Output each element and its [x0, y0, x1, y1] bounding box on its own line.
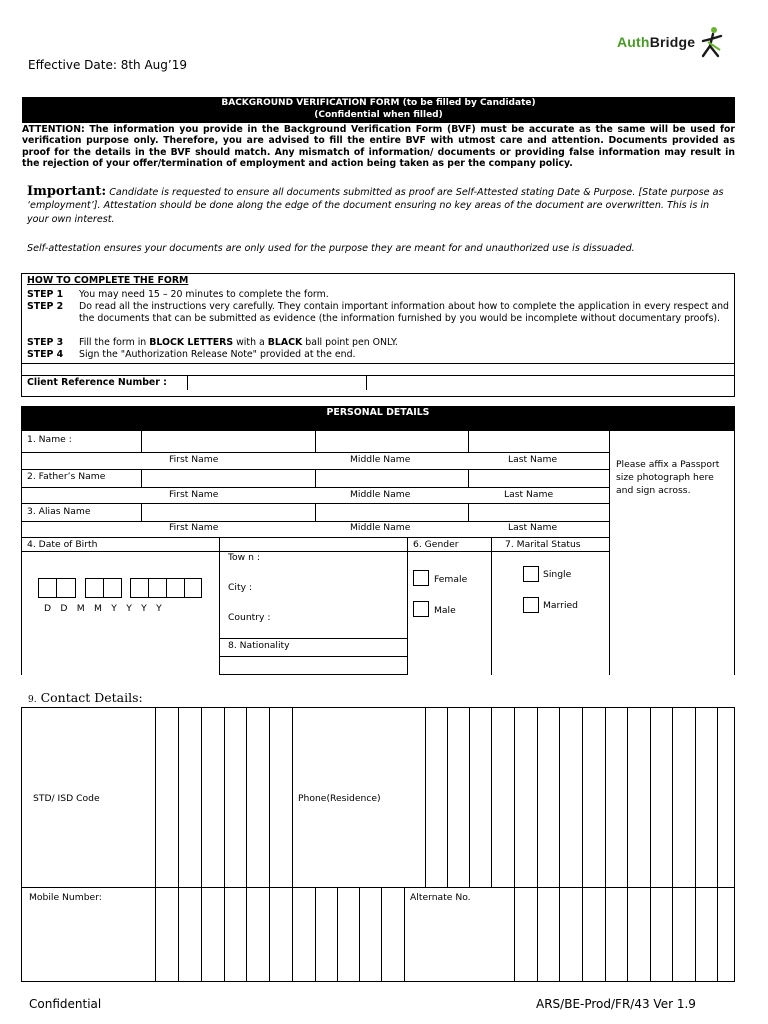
- town-label: Tow n :: [228, 552, 260, 563]
- first-name-caption: First Name: [169, 454, 219, 465]
- border: [514, 707, 515, 887]
- contact-details-heading: [28, 690, 143, 705]
- dob-day-input[interactable]: [38, 578, 76, 598]
- border: [269, 707, 270, 887]
- form-title-line2: (Confidential when filled): [314, 109, 443, 120]
- client-reference-input[interactable]: [187, 376, 367, 390]
- nationality-label: 8. Nationality: [228, 640, 290, 651]
- border: [201, 887, 202, 982]
- logo-auth: Auth: [617, 34, 650, 50]
- name-label: 1. Name :: [27, 434, 72, 445]
- border: [201, 707, 202, 887]
- step-label: STEP 4: [27, 349, 64, 360]
- married-checkbox[interactable]: [523, 597, 539, 613]
- border: [21, 537, 609, 538]
- border: [219, 674, 407, 675]
- middle-name-caption: Middle Name: [350, 454, 411, 465]
- border: [514, 887, 515, 982]
- border: [559, 887, 560, 982]
- gender-label: 6. Gender: [413, 539, 459, 550]
- border: [407, 537, 408, 675]
- border: [491, 707, 492, 887]
- last-name-caption: Last Name: [508, 454, 558, 465]
- border: [148, 578, 149, 598]
- single-checkbox[interactable]: [523, 566, 539, 582]
- important-text: Candidate is requested to ensure all documents submitted as proof are Self-Attested stating Date & Purpose. [State purpose as ‘employment’]. Attestation should be done along the edge of the document ensuring no key areas of the document are overwritten. This is in your own interest.: [27, 187, 724, 225]
- border: [56, 578, 57, 598]
- border: [219, 537, 220, 675]
- step-text: Sign the "Authorization Release Note" provided at the end.: [79, 349, 356, 360]
- border: [155, 707, 156, 887]
- self-attestation-note: Self-attestation ensures your documents are only used for the purpose they are meant for and unauthorized use is dissuaded.: [27, 243, 635, 254]
- client-reference-label: Client Reference Number :: [27, 377, 167, 388]
- border: [224, 707, 225, 887]
- step-text-bold: BLOCK LETTERS: [149, 337, 234, 348]
- male-label: Male: [434, 605, 456, 616]
- step-label: STEP 3: [27, 337, 64, 348]
- border: [447, 707, 448, 887]
- border: [315, 503, 316, 521]
- step-text: [79, 337, 729, 349]
- father-name-label: 2. Father’s Name: [27, 471, 106, 482]
- border: [21, 487, 609, 488]
- border: [605, 707, 606, 887]
- contact-title: Contact Details:: [40, 690, 143, 705]
- border: [141, 469, 142, 487]
- important-notice: [27, 185, 727, 226]
- step-text-part: Fill the form in: [79, 337, 150, 348]
- first-name-caption: First Name: [169, 489, 219, 500]
- border: [219, 638, 407, 639]
- dob-format: D D M M Y Y Y Y: [44, 603, 165, 614]
- border: [605, 887, 606, 982]
- how-to-box: [21, 273, 735, 397]
- border: [468, 503, 469, 521]
- border: [695, 707, 696, 887]
- border: [21, 503, 609, 504]
- first-name-input[interactable]: [142, 434, 315, 451]
- border: [155, 887, 156, 982]
- last-name-caption: Last Name: [508, 522, 558, 533]
- step-text-part: with a: [233, 337, 268, 348]
- alias-name-label: 3. Alias Name: [27, 506, 91, 517]
- border: [734, 431, 735, 675]
- border: [672, 707, 673, 887]
- middle-name-caption: Middle Name: [350, 489, 411, 500]
- contact-number: 9.: [28, 695, 37, 705]
- border: [141, 503, 142, 521]
- footer-doc-code: ARS/BE-Prod/FR/43 Ver 1.9: [536, 997, 696, 1011]
- photo-note: Please affix a Passport size photograph here and sign across.: [616, 459, 720, 496]
- step-text-bold: BLACK: [267, 337, 303, 348]
- city-label: City :: [228, 582, 253, 593]
- female-label: Female: [434, 574, 468, 585]
- border: [219, 656, 407, 657]
- divider: [22, 375, 734, 376]
- border: [21, 452, 609, 453]
- border: [650, 707, 651, 887]
- how-to-title: HOW TO COMPLETE THE FORM: [27, 275, 189, 286]
- border: [717, 707, 718, 887]
- personal-details-header: PERSONAL DETAILS: [21, 406, 735, 431]
- border: [559, 707, 560, 887]
- logo-bridge: Bridge: [649, 34, 696, 50]
- border: [166, 578, 167, 598]
- mobile-number-label: Mobile Number:: [29, 892, 102, 903]
- border: [103, 578, 104, 598]
- form-title-line1: BACKGROUND VERIFICATION FORM (to be filled by Candidate): [221, 98, 536, 108]
- border: [537, 707, 538, 887]
- border: [491, 537, 492, 675]
- border: [224, 887, 225, 982]
- border: [337, 887, 338, 982]
- border: [292, 707, 293, 887]
- border: [672, 887, 673, 982]
- female-checkbox[interactable]: [413, 570, 429, 586]
- border: [381, 887, 382, 982]
- logo-wordmark: [617, 34, 695, 50]
- border: [468, 469, 469, 487]
- dob-label: 4. Date of Birth: [27, 539, 98, 550]
- border: [184, 578, 185, 598]
- effective-date: Effective Date: 8th Aug’19: [28, 58, 187, 72]
- form-title: [22, 97, 735, 123]
- border: [717, 887, 718, 982]
- border: [246, 707, 247, 887]
- border: [21, 431, 22, 675]
- first-name-caption: First Name: [169, 522, 219, 533]
- attention-notice: ATTENTION: The information you provide in the Background Verification Form (BVF) must be accurate as the same will be used for verification purpose only. Therefore, you are advised to fill the entire BVF with utmost care and attention. Documents provided as proof for the details in the BVF should match. Any mismatch of information/ documents or providing false information may result in the rejection of your offer/termination of employment and action being taken as per the company policy.: [22, 124, 735, 170]
- border: [315, 469, 316, 487]
- step-label: STEP 2: [27, 301, 64, 312]
- border: [650, 887, 651, 982]
- male-checkbox[interactable]: [413, 601, 429, 617]
- married-label: Married: [543, 600, 578, 611]
- border: [425, 707, 426, 887]
- border: [178, 887, 179, 982]
- footer-confidential: Confidential: [29, 997, 102, 1011]
- authbridge-logo: [617, 26, 727, 60]
- border: [582, 707, 583, 887]
- border: [469, 707, 470, 887]
- divider: [22, 363, 734, 364]
- step-label: STEP 1: [27, 289, 64, 300]
- border: [359, 887, 360, 982]
- border: [609, 431, 610, 675]
- marital-status-label: 7. Marital Status: [505, 539, 581, 550]
- border: [315, 887, 316, 982]
- middle-name-caption: Middle Name: [350, 522, 411, 533]
- std-isd-label: STD/ ISD Code: [33, 793, 100, 804]
- middle-name-input[interactable]: [316, 434, 468, 451]
- step-text: Do read all the instructions very carefully. They contain important information about how to complete the application in every respect and the documents that can be submitted as evidence (the information furnished by you would be incomplete without documentary proofs).: [79, 301, 730, 324]
- single-label: Single: [543, 569, 572, 580]
- border: [582, 887, 583, 982]
- border: [21, 469, 609, 470]
- border: [695, 887, 696, 982]
- phone-residence-label: Phone(Residence): [298, 793, 381, 804]
- border: [627, 887, 628, 982]
- border: [269, 887, 270, 982]
- important-heading: Important:: [27, 184, 107, 199]
- runner-icon: [699, 26, 727, 60]
- border: [292, 887, 293, 982]
- border: [246, 887, 247, 982]
- border: [21, 551, 609, 552]
- border: [178, 707, 179, 887]
- last-name-caption: Last Name: [504, 489, 554, 500]
- border: [404, 887, 405, 982]
- border: [537, 887, 538, 982]
- alternate-number-label: Alternate No.: [410, 892, 471, 903]
- border: [627, 707, 628, 887]
- country-label: Country :: [228, 612, 271, 623]
- step-text: You may need 15 – 20 minutes to complete the form.: [79, 289, 329, 300]
- step-text-part: ball point pen ONLY.: [302, 337, 398, 348]
- last-name-input[interactable]: [469, 434, 609, 451]
